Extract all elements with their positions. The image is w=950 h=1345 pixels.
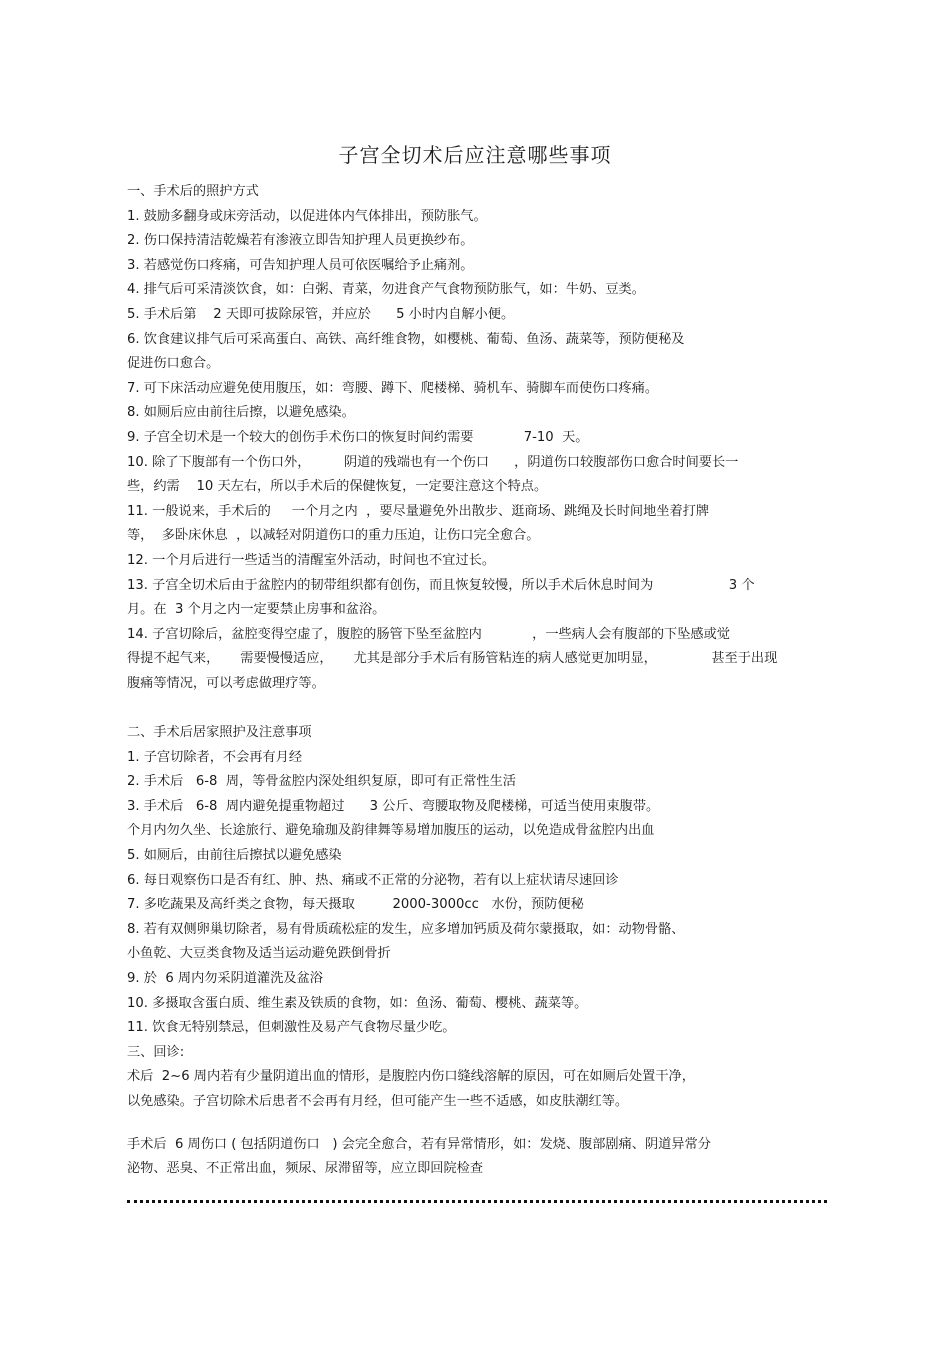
text-line: 10. 多摄取含蛋白质、维生素及铁质的食物，如：鱼汤、葡萄、樱桃、蔬菜等。 — [127, 995, 588, 1011]
dotted-divider — [127, 1200, 827, 1203]
text-line: 11. 饮食无特别禁忌，但刺激性及易产气食物尽量少吃。 — [127, 1020, 456, 1036]
text-line: 手术后 6 周伤口 ( 包括阴道伤口 ) 会完全愈合，若有异常情形，如：发烧、腹部剧痛、阴道异常分 — [127, 1136, 711, 1152]
text-line: 9. 子宫全切术是一个较大的创伤手术伤口的恢复时间约需要 7-10 天。 — [127, 429, 589, 445]
text-line: 以免感染。子宫切除术后患者不会再有月经，但可能产生一些不适感，如皮肤潮红等。 — [127, 1093, 629, 1109]
text-line: 小鱼乾、大豆类食物及适当运动避免跌倒骨折 — [127, 946, 391, 962]
text-line: 月。在 3 个月之内一定要禁止房事和盆浴。 — [127, 602, 386, 618]
document-title: 子宫全切术后应注意哪些事项 — [338, 143, 612, 167]
text-line: 1. 鼓励多翻身或床旁活动，以促进体内气体排出，预防胀气。 — [127, 208, 487, 224]
text-line: 12. 一个月后进行一些适当的清醒室外活动，时间也不宜过长。 — [127, 552, 496, 568]
text-line: 7. 可下床活动应避免使用腹压，如：弯腰、蹲下、爬楼梯、骑机车、骑脚车而使伤口疼痛。 — [127, 380, 659, 396]
blank-line — [127, 1115, 827, 1133]
blank-line — [127, 696, 827, 721]
text-line: 等， 多卧床休息 ，以减轻对阴道伤口的重力压迫，让伤口完全愈合。 — [127, 528, 540, 544]
text-line: 4. 排气后可采清淡饮食，如：白粥、青菜，勿进食产气食物预防胀气，如：牛奶、豆类。 — [127, 282, 645, 298]
text-line: 2. 手术后 6-8 周，等骨盆腔内深处组织复原，即可有正常性生活 — [127, 774, 516, 790]
text-line: 些，约需 10 天左右，所以手术后的保健恢复，一定要注意这个特点。 — [127, 479, 548, 495]
text-line: 5. 如厕后，由前往后擦拭以避免感染 — [127, 848, 342, 864]
text-line: 3. 手术后 6-8 周内避免提重物超过 3 公斤、弯腰取物及爬楼梯，可适当使用束腹带。 — [127, 798, 660, 814]
document-body — [127, 180, 827, 1182]
text-line: 得提不起气来， 需要慢慢适应， 尤其是部分手术后有肠管粘连的病人感觉更加明显， 甚至于出现 — [127, 651, 778, 667]
section-heading-followup: 三、回诊: — [127, 1044, 185, 1060]
section-heading-care: 一、手术后的照护方式 — [127, 184, 259, 199]
text-line: 2. 伤口保持清洁乾燥若有渗液立即告知护理人员更换纱布。 — [127, 233, 474, 249]
text-line: 5. 手术后第 2 天即可拔除尿管，并应於 5 小时内自解小便。 — [127, 306, 515, 322]
section-heading-home-care: 二、手术后居家照护及注意事项 — [127, 725, 312, 741]
text-line: 促进伤口愈合。 — [127, 356, 220, 372]
text-line: 6. 每日观察伤口是否有红、肿、热、痛或不正常的分泌物，若有以上症状请尽速回诊 — [127, 872, 619, 888]
text-line: 13. 子宫全切术后由于盆腔内的韧带组织都有创伤，而且恢复较慢，所以手术后休息时间为 3 个 — [127, 577, 755, 593]
text-line: 6. 饮食建议排气后可采高蛋白、高铁、高纤维食物，如樱桃、葡萄、鱼汤、蔬菜等，预防便秘及 — [127, 331, 685, 347]
text-line: 3. 若感觉伤口疼痛，可告知护理人员可依医嘱给予止痛剂。 — [127, 257, 474, 273]
text-line: 11. 一般说来，手术后的 一个月之内 ，要尽量避免外出散步、逛商场、跳绳及长时间地坐着打牌 — [127, 503, 710, 519]
text-line: 7. 多吃蔬果及高纤类之食物，每天摄取 2000-3000cc 水份，预防便秘 — [127, 897, 584, 913]
text-line: 14. 子宫切除后，盆腔变得空虚了，腹腔的肠管下坠至盆腔内 ，一些病人会有腹部的下坠感或觉 — [127, 626, 730, 642]
text-line: 1. 子宫切除者，不会再有月经 — [127, 749, 303, 765]
text-line: 术后 2~6 周内若有少量阴道出血的情形，是腹腔内伤口缝线溶解的原因，可在如厕后处置干净， — [127, 1069, 695, 1085]
text-line: 腹痛等情况，可以考虑做理疗等。 — [127, 675, 325, 691]
text-line: 个月内勿久坐、长途旅行、避免瑜珈及韵律舞等易增加腹压的运动，以免造成骨盆腔内出血 — [127, 823, 655, 839]
text-line: 泌物、恶臭、不正常出血，频尿、尿滞留等，应立即回院检查 — [127, 1161, 484, 1177]
text-line: 10. 除了下腹部有一个伤口外， 阴道的残端也有一个伤口 ，阴道伤口较腹部伤口愈合时间要长一 — [127, 454, 739, 470]
text-line: 8. 如厕后应由前往后擦，以避免感染。 — [127, 405, 355, 421]
text-line: 9. 於 6 周内勿采阴道灌洗及盆浴 — [127, 971, 323, 986]
text-line: 8. 若有双侧卵巢切除者，易有骨质疏松症的发生，应多增加钙质及荷尔蒙摄取，如：动物骨骼、 — [127, 921, 685, 937]
